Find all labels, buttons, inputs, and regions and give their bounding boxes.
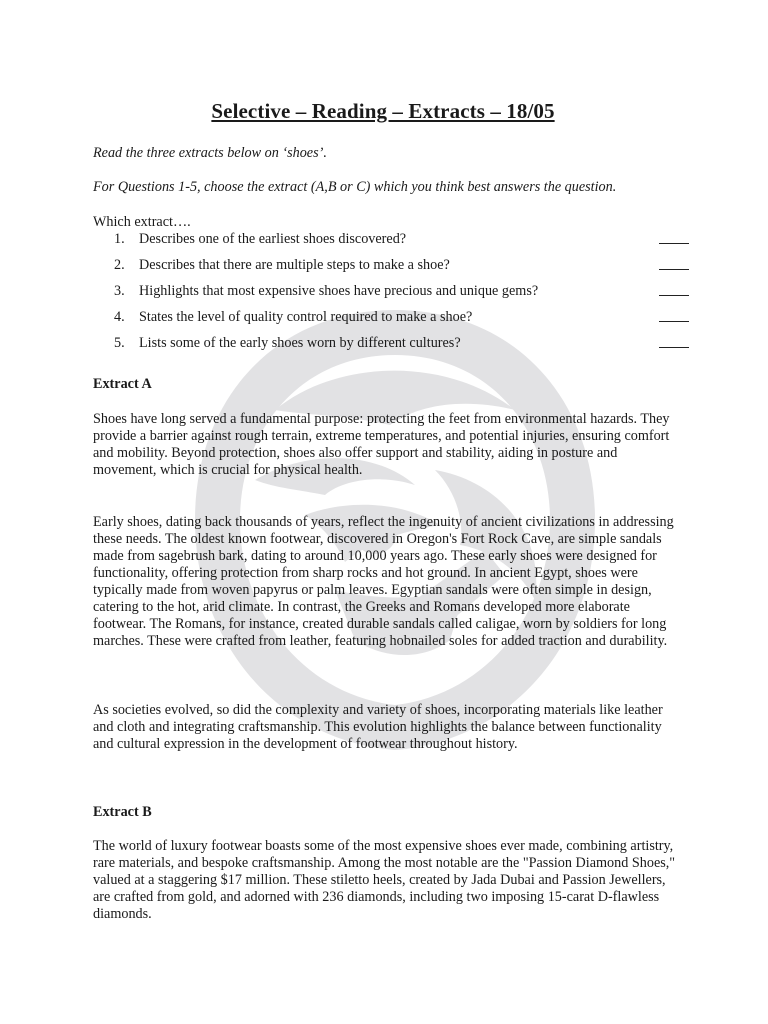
answer-blank[interactable] — [659, 321, 689, 322]
intro-text: Read the three extracts below on ‘shoes’. — [93, 145, 327, 161]
question-text: Highlights that most expensive shoes have precious and unique gems? — [139, 283, 539, 299]
page-title: Selective – Reading – Extracts – 18/05 — [211, 99, 555, 123]
which-extract-label: Which extract…. — [93, 214, 191, 230]
question-text: Describes that there are multiple steps to make a shoe? — [139, 257, 450, 273]
question-item — [93, 309, 693, 335]
question-number: 3. — [114, 283, 125, 299]
instructions-text: For Questions 1-5, choose the extract (A,B or C) which you think best answers the question. — [93, 179, 617, 195]
extract-a-paragraph-1: Shoes have long served a fundamental purpose: protecting the feet from environmental hazards. They provide a barrier against rough terrain, extreme temperatures, and potential injuries, ensuring comfort and mobility. Beyond protection, shoes also offer support and stability, aiding in posture and movement, which is crucial for physical health. — [93, 411, 670, 478]
question-number: 1. — [114, 231, 125, 247]
extract-a-paragraph-2: Early shoes, dating back thousands of years, reflect the ingenuity of ancient civilizations in addressing these needs. The oldest known footwear, discovered in Oregon's Fort Rock Cave, are simple sandals made from sagebrush bark, dating to around 10,000 years ago. These early shoes were designed for functionality, offering protection from sharp rocks and hot ground. In ancient Egypt, shoes were typically made from woven papyrus or palm leaves. Egyptian sandals were often simple in design, catering to the hot, arid climate. In contrast, the Greeks and Romans developed more elaborate footwear. The Romans, for instance, created durable sandals called caligae, worn by soldiers for long marches. These were crafted from leather, featuring hobnailed soles for added traction and durability. — [93, 514, 674, 649]
question-number: 5. — [114, 335, 125, 351]
question-number: 4. — [114, 309, 125, 325]
question-text: States the level of quality control required to make a shoe? — [139, 309, 473, 325]
answer-blank[interactable] — [659, 269, 689, 270]
question-text: Describes one of the earliest shoes discovered? — [139, 231, 407, 247]
extract-b-paragraph-1: The world of luxury footwear boasts some of the most expensive shoes ever made, combining artistry, rare materials, and bespoke craftsmanship. Among the most notable are the "Passion Diamond Shoes," valued at a staggering $17 million. These stiletto heels, created by Jada Dubai and Passion Jewellers, are crafted from gold, and adorned with 236 diamonds, including two imposing 15-carat D-flawless diamonds. — [93, 838, 676, 922]
extract-b-heading: Extract B — [93, 804, 152, 820]
answer-blank[interactable] — [659, 347, 689, 348]
question-text: Lists some of the early shoes worn by different cultures? — [139, 335, 461, 351]
answer-blank[interactable] — [659, 243, 689, 244]
question-item — [93, 335, 693, 361]
question-item — [93, 257, 693, 283]
question-item — [93, 283, 693, 309]
extract-a-paragraph-3: As societies evolved, so did the complexity and variety of shoes, incorporating materials like leather and cloth and integrating craftsmanship. This evolution highlights the balance between functionality and cultural expression in the development of footwear throughout history. — [93, 702, 663, 752]
extract-a-heading: Extract A — [93, 376, 152, 392]
question-item — [93, 231, 693, 257]
question-number: 2. — [114, 257, 125, 273]
question-list — [93, 231, 693, 361]
answer-blank[interactable] — [659, 295, 689, 296]
